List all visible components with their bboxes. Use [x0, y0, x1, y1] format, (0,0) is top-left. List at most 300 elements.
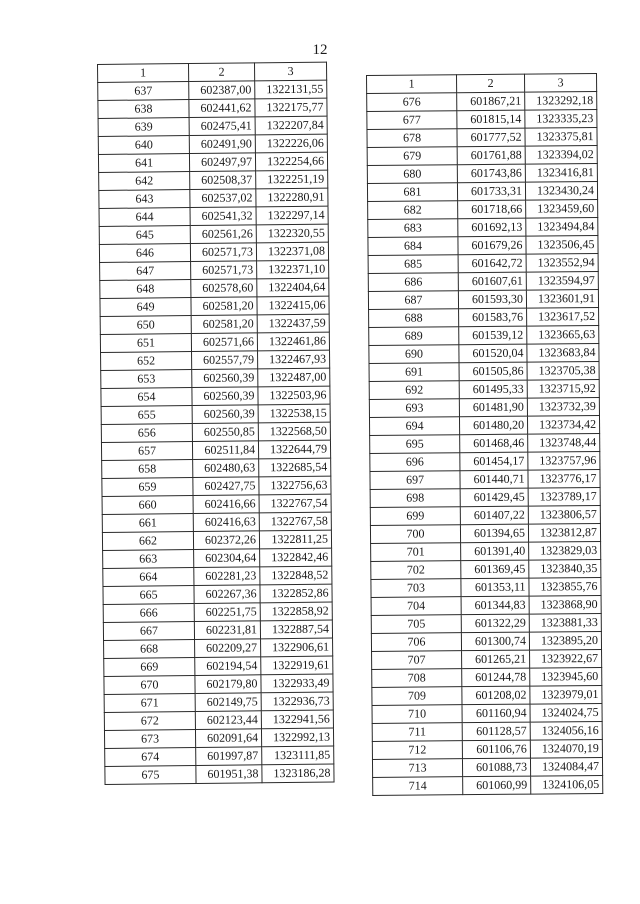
x-coordinate-cell: 602508,37 [190, 171, 256, 190]
point-number-cell: 684 [368, 237, 458, 256]
table-row [98, 98, 327, 118]
point-number-cell: 699 [370, 507, 460, 526]
table-row [103, 584, 332, 604]
point-number-cell: 653 [101, 370, 192, 389]
y-coordinate-cell: 1322767,54 [259, 494, 331, 513]
x-coordinate-cell: 601692,13 [458, 218, 526, 237]
table-row [370, 469, 600, 489]
point-number-cell: 698 [370, 489, 460, 508]
table-row [99, 206, 328, 226]
point-number-cell: 709 [372, 687, 462, 706]
y-coordinate-cell: 1322415,06 [257, 296, 329, 315]
y-coordinate-cell: 1323683,84 [527, 343, 599, 362]
y-coordinate-cell: 1322226,06 [255, 134, 327, 153]
y-coordinate-cell: 1323829,03 [529, 541, 601, 560]
column-header-y: 3 [524, 73, 596, 92]
x-coordinate-cell: 602571,73 [190, 243, 256, 262]
y-coordinate-cell: 1323617,52 [527, 307, 599, 326]
table-row [367, 163, 597, 183]
table-row [104, 674, 333, 694]
y-coordinate-cell: 1323812,87 [528, 523, 600, 542]
x-coordinate-cell: 602550,85 [192, 423, 258, 442]
y-coordinate-cell: 1323789,17 [528, 487, 600, 506]
y-coordinate-cell: 1323776,17 [528, 469, 600, 488]
y-coordinate-cell: 1322685,54 [259, 458, 331, 477]
x-coordinate-cell: 601160,94 [462, 704, 530, 723]
table-row [104, 638, 333, 658]
x-coordinate-cell: 601777,52 [457, 128, 525, 147]
table-row [105, 764, 334, 784]
x-coordinate-cell: 602571,66 [191, 333, 257, 352]
x-coordinate-cell: 602372,26 [193, 531, 259, 550]
coordinates-table-left [97, 62, 335, 785]
table-row [370, 523, 600, 543]
point-number-cell: 662 [102, 532, 193, 551]
point-number-cell: 656 [101, 424, 192, 443]
point-number-cell: 647 [100, 262, 191, 281]
x-coordinate-cell: 601733,31 [457, 182, 525, 201]
table-row [104, 692, 333, 712]
point-number-cell: 659 [102, 478, 193, 497]
point-number-cell: 657 [101, 442, 192, 461]
table-row [104, 656, 333, 676]
y-coordinate-cell: 1322487,00 [258, 368, 330, 387]
column-header-point: 1 [367, 75, 457, 94]
x-coordinate-cell: 602475,41 [189, 117, 255, 136]
y-coordinate-cell: 1323335,23 [525, 109, 597, 128]
x-coordinate-cell: 602416,63 [193, 513, 259, 532]
y-coordinate-cell: 1322538,15 [258, 404, 330, 423]
point-number-cell: 710 [372, 705, 462, 724]
point-number-cell: 646 [99, 244, 190, 263]
x-coordinate-cell: 601539,12 [459, 326, 527, 345]
y-coordinate-cell: 1322858,92 [260, 602, 332, 621]
x-coordinate-cell: 601642,72 [458, 254, 526, 273]
point-number-cell: 640 [98, 136, 189, 155]
y-coordinate-cell: 1323979,01 [530, 685, 602, 704]
point-number-cell: 666 [103, 604, 194, 623]
point-number-cell: 677 [367, 111, 457, 130]
table-row [100, 260, 329, 280]
y-coordinate-cell: 1322933,49 [261, 674, 333, 693]
y-coordinate-cell: 1322919,61 [261, 656, 333, 675]
table-row [98, 80, 327, 100]
point-number-cell: 655 [101, 406, 192, 425]
y-coordinate-cell: 1323881,33 [529, 613, 601, 632]
y-coordinate-cell: 1323945,60 [530, 667, 602, 686]
x-coordinate-cell: 602560,39 [192, 405, 258, 424]
table-row [372, 757, 602, 777]
point-number-cell: 702 [371, 561, 461, 580]
x-coordinate-cell: 602387,00 [189, 81, 255, 100]
point-number-cell: 700 [370, 525, 460, 544]
x-coordinate-cell: 601761,88 [457, 146, 525, 165]
point-number-cell: 660 [102, 496, 193, 515]
x-coordinate-cell: 602441,62 [189, 99, 255, 118]
table-row [102, 512, 331, 532]
point-number-cell: 691 [369, 363, 459, 382]
table-row [104, 710, 333, 730]
table-row [369, 325, 599, 345]
x-coordinate-cell: 602541,32 [190, 207, 256, 226]
x-coordinate-cell: 602560,39 [192, 387, 258, 406]
table-row [371, 559, 601, 579]
point-number-cell: 697 [370, 471, 460, 490]
x-coordinate-cell: 601322,29 [461, 614, 529, 633]
x-coordinate-cell: 601088,73 [462, 758, 530, 777]
table-row [370, 505, 600, 525]
x-coordinate-cell: 601265,21 [462, 650, 530, 669]
point-number-cell: 706 [371, 633, 461, 652]
table-row [370, 451, 600, 471]
point-number-cell: 704 [371, 597, 461, 616]
point-number-cell: 714 [373, 777, 463, 796]
y-coordinate-cell: 1323416,81 [525, 163, 597, 182]
table-row [371, 613, 601, 633]
column-header-y: 3 [254, 62, 326, 81]
y-coordinate-cell: 1323705,38 [527, 361, 599, 380]
y-coordinate-cell: 1322842,46 [260, 548, 332, 567]
y-coordinate-cell: 1322887,54 [260, 620, 332, 639]
point-number-cell: 651 [100, 334, 191, 353]
x-coordinate-cell: 601344,83 [461, 596, 529, 615]
point-number-cell: 652 [101, 352, 192, 371]
table-row [100, 278, 329, 298]
y-coordinate-cell: 1323806,57 [528, 505, 600, 524]
y-coordinate-cell: 1322992,13 [261, 728, 333, 747]
page-number: 12 [312, 42, 328, 58]
table-row [368, 235, 598, 255]
table-row [101, 368, 330, 388]
y-coordinate-cell: 1322251,19 [256, 170, 328, 189]
point-number-cell: 641 [98, 154, 189, 173]
table-row [369, 397, 599, 417]
table-row [99, 242, 328, 262]
point-number-cell: 648 [100, 280, 191, 299]
x-coordinate-cell: 601679,26 [458, 236, 526, 255]
point-number-cell: 708 [372, 669, 462, 688]
point-number-cell: 676 [367, 93, 457, 112]
point-number-cell: 661 [102, 514, 193, 533]
y-coordinate-cell: 1323715,92 [527, 379, 599, 398]
x-coordinate-cell: 601454,17 [460, 452, 528, 471]
y-coordinate-cell: 1322811,25 [259, 530, 331, 549]
y-coordinate-cell: 1322767,58 [259, 512, 331, 531]
table-row [367, 127, 597, 147]
x-coordinate-cell: 602480,63 [193, 459, 259, 478]
point-number-cell: 667 [103, 622, 194, 641]
x-coordinate-cell: 601495,33 [459, 380, 527, 399]
x-coordinate-cell: 602267,36 [194, 585, 260, 604]
table-row [368, 217, 598, 237]
y-coordinate-cell: 1322848,52 [260, 566, 332, 585]
y-coordinate-cell: 1322941,56 [261, 710, 333, 729]
table-row [373, 775, 603, 795]
x-coordinate-cell: 601440,71 [460, 470, 528, 489]
table-row [369, 307, 599, 327]
y-coordinate-cell: 1323430,24 [525, 181, 597, 200]
x-coordinate-cell: 602304,64 [194, 549, 260, 568]
point-number-cell: 689 [369, 327, 459, 346]
table-row [103, 566, 332, 586]
x-coordinate-cell: 601244,78 [462, 668, 530, 687]
y-coordinate-cell: 1323748,44 [528, 433, 600, 452]
point-number-cell: 650 [100, 316, 191, 335]
y-coordinate-cell: 1322503,96 [258, 386, 330, 405]
point-number-cell: 682 [368, 201, 458, 220]
y-coordinate-cell: 1323840,35 [529, 559, 601, 578]
point-number-cell: 645 [99, 226, 190, 245]
x-coordinate-cell: 602581,20 [191, 297, 257, 316]
table-row [370, 487, 600, 507]
point-number-cell: 638 [98, 100, 189, 119]
table-row [102, 494, 331, 514]
table-row [372, 649, 602, 669]
x-coordinate-cell: 601300,74 [461, 632, 529, 651]
table-row [103, 620, 332, 640]
point-number-cell: 669 [104, 658, 195, 677]
point-number-cell: 649 [100, 298, 191, 317]
x-coordinate-cell: 602123,44 [195, 711, 261, 730]
table-row [103, 602, 332, 622]
table-row [101, 422, 330, 442]
point-number-cell: 707 [372, 651, 462, 670]
table-row [367, 109, 597, 129]
y-coordinate-cell: 1322852,86 [260, 584, 332, 603]
coordinates-table-right [366, 73, 603, 796]
y-coordinate-cell: 1322467,93 [258, 350, 330, 369]
x-coordinate-cell: 602251,75 [194, 603, 260, 622]
table-row [371, 595, 601, 615]
x-coordinate-cell: 602091,64 [195, 729, 261, 748]
x-coordinate-cell: 601481,90 [459, 398, 527, 417]
table-row [101, 386, 330, 406]
y-coordinate-cell: 1323506,45 [526, 235, 598, 254]
point-number-cell: 695 [370, 435, 460, 454]
x-coordinate-cell: 601520,04 [459, 344, 527, 363]
table-row [105, 746, 334, 766]
table-row [367, 145, 597, 165]
x-coordinate-cell: 601429,45 [460, 488, 528, 507]
y-coordinate-cell: 1323594,97 [526, 271, 598, 290]
y-coordinate-cell: 1323459,60 [526, 199, 598, 218]
table-row [101, 440, 330, 460]
y-coordinate-cell: 1323601,91 [526, 289, 598, 308]
x-coordinate-cell: 601867,21 [457, 92, 525, 111]
table-row [367, 91, 597, 111]
table-row [368, 271, 598, 291]
y-coordinate-cell: 1322906,61 [261, 638, 333, 657]
y-coordinate-cell: 1323552,94 [526, 253, 598, 272]
x-coordinate-cell: 602194,54 [195, 657, 261, 676]
table-row [100, 314, 329, 334]
y-coordinate-cell: 1322320,55 [256, 224, 328, 243]
point-number-cell: 687 [368, 291, 458, 310]
y-coordinate-cell: 1323111,85 [262, 746, 334, 765]
table-row [102, 476, 331, 496]
x-coordinate-cell: 601128,57 [462, 722, 530, 741]
table-row [369, 361, 599, 381]
y-coordinate-cell: 1322297,14 [256, 206, 328, 225]
point-number-cell: 679 [367, 147, 457, 166]
header-row [98, 62, 327, 82]
y-coordinate-cell: 1322936,73 [261, 692, 333, 711]
y-coordinate-cell: 1323734,42 [527, 415, 599, 434]
x-coordinate-cell: 601468,46 [460, 434, 528, 453]
point-number-cell: 670 [104, 676, 195, 695]
x-coordinate-cell: 601369,45 [461, 560, 529, 579]
table-row [371, 541, 601, 561]
point-number-cell: 712 [372, 741, 462, 760]
x-coordinate-cell: 602571,73 [191, 261, 257, 280]
table-row [103, 548, 332, 568]
point-number-cell: 654 [101, 388, 192, 407]
x-coordinate-cell: 601607,61 [458, 272, 526, 291]
point-number-cell: 693 [369, 399, 459, 418]
point-number-cell: 639 [98, 118, 189, 137]
table-row [368, 289, 598, 309]
point-number-cell: 671 [104, 694, 195, 713]
y-coordinate-cell: 1322437,59 [257, 314, 329, 333]
x-coordinate-cell: 602427,75 [193, 477, 259, 496]
table-row [369, 343, 599, 363]
y-coordinate-cell: 1324106,05 [531, 775, 603, 794]
point-number-cell: 664 [103, 568, 194, 587]
point-number-cell: 674 [105, 748, 196, 767]
point-number-cell: 665 [103, 586, 194, 605]
table-row [99, 224, 328, 244]
point-number-cell: 637 [98, 82, 189, 101]
y-coordinate-cell: 1324070,19 [530, 739, 602, 758]
table-row [372, 721, 602, 741]
point-number-cell: 690 [369, 345, 459, 364]
point-number-cell: 696 [370, 453, 460, 472]
table-row [370, 433, 600, 453]
point-number-cell: 692 [369, 381, 459, 400]
x-coordinate-cell: 602581,20 [191, 315, 257, 334]
point-number-cell: 685 [368, 255, 458, 274]
column-header-x: 2 [457, 74, 525, 93]
table-row [372, 667, 602, 687]
table-row [367, 181, 597, 201]
x-coordinate-cell: 601583,76 [459, 308, 527, 327]
x-coordinate-cell: 601394,65 [460, 524, 528, 543]
table-row [371, 577, 601, 597]
x-coordinate-cell: 601480,20 [459, 416, 527, 435]
point-number-cell: 686 [368, 273, 458, 292]
x-coordinate-cell: 602557,79 [192, 351, 258, 370]
x-coordinate-cell: 602537,02 [190, 189, 256, 208]
x-coordinate-cell: 601407,22 [460, 506, 528, 525]
column-header-x: 2 [189, 63, 255, 82]
y-coordinate-cell: 1322371,08 [256, 242, 328, 261]
x-coordinate-cell: 602149,75 [195, 693, 261, 712]
y-coordinate-cell: 1324024,75 [530, 703, 602, 722]
table-row [102, 530, 331, 550]
table-row [372, 739, 602, 759]
x-coordinate-cell: 601593,30 [458, 290, 526, 309]
y-coordinate-cell: 1323855,76 [529, 577, 601, 596]
x-coordinate-cell: 601353,11 [461, 578, 529, 597]
header-row [367, 73, 597, 93]
point-number-cell: 705 [371, 615, 461, 634]
point-number-cell: 713 [372, 759, 462, 778]
table-row [369, 379, 599, 399]
point-number-cell: 658 [102, 460, 193, 479]
point-number-cell: 688 [369, 309, 459, 328]
y-coordinate-cell: 1322461,86 [257, 332, 329, 351]
table-row [368, 253, 598, 273]
y-coordinate-cell: 1322404,64 [257, 278, 329, 297]
point-number-cell: 681 [367, 183, 457, 202]
table-row [101, 404, 330, 424]
x-coordinate-cell: 602416,66 [193, 495, 259, 514]
point-number-cell: 678 [367, 129, 457, 148]
y-coordinate-cell: 1323732,39 [527, 397, 599, 416]
table-row [101, 350, 330, 370]
point-number-cell: 683 [368, 219, 458, 238]
table-row [104, 728, 333, 748]
y-coordinate-cell: 1323186,28 [262, 764, 334, 783]
y-coordinate-cell: 1323665,63 [527, 325, 599, 344]
y-coordinate-cell: 1322175,77 [255, 98, 327, 117]
y-coordinate-cell: 1322280,91 [256, 188, 328, 207]
point-number-cell: 701 [371, 543, 461, 562]
table-row [368, 199, 598, 219]
x-coordinate-cell: 601743,86 [457, 164, 525, 183]
table-row [98, 116, 327, 136]
y-coordinate-cell: 1324056,16 [530, 721, 602, 740]
x-coordinate-cell: 601060,99 [463, 776, 531, 795]
y-coordinate-cell: 1323922,67 [530, 649, 602, 668]
x-coordinate-cell: 601106,76 [462, 740, 530, 759]
table-row [99, 170, 328, 190]
y-coordinate-cell: 1322371,10 [257, 260, 329, 279]
x-coordinate-cell: 601815,14 [457, 110, 525, 129]
y-coordinate-cell: 1322756,63 [259, 476, 331, 495]
table-row [372, 685, 602, 705]
y-coordinate-cell: 1323292,18 [525, 91, 597, 110]
x-coordinate-cell: 602497,97 [189, 153, 255, 172]
column-header-point: 1 [98, 64, 189, 83]
x-coordinate-cell: 602179,80 [195, 675, 261, 694]
x-coordinate-cell: 602560,39 [192, 369, 258, 388]
point-number-cell: 703 [371, 579, 461, 598]
table-row [99, 188, 328, 208]
point-number-cell: 668 [104, 640, 195, 659]
x-coordinate-cell: 602491,90 [189, 135, 255, 154]
point-number-cell: 675 [105, 766, 196, 785]
table-row [100, 332, 329, 352]
table-row [98, 134, 327, 154]
table-row [98, 152, 327, 172]
y-coordinate-cell: 1323394,02 [525, 145, 597, 164]
point-number-cell: 663 [103, 550, 194, 569]
y-coordinate-cell: 1322568,50 [258, 422, 330, 441]
point-number-cell: 694 [369, 417, 459, 436]
y-coordinate-cell: 1323868,90 [529, 595, 601, 614]
y-coordinate-cell: 1323494,84 [526, 217, 598, 236]
x-coordinate-cell: 601951,38 [196, 765, 262, 784]
x-coordinate-cell: 602511,84 [192, 441, 258, 460]
table-row [102, 458, 331, 478]
x-coordinate-cell: 602578,60 [191, 279, 257, 298]
y-coordinate-cell: 1323375,81 [525, 127, 597, 146]
x-coordinate-cell: 602561,26 [190, 225, 256, 244]
point-number-cell: 711 [372, 723, 462, 742]
point-number-cell: 642 [99, 172, 190, 191]
point-number-cell: 673 [104, 730, 195, 749]
